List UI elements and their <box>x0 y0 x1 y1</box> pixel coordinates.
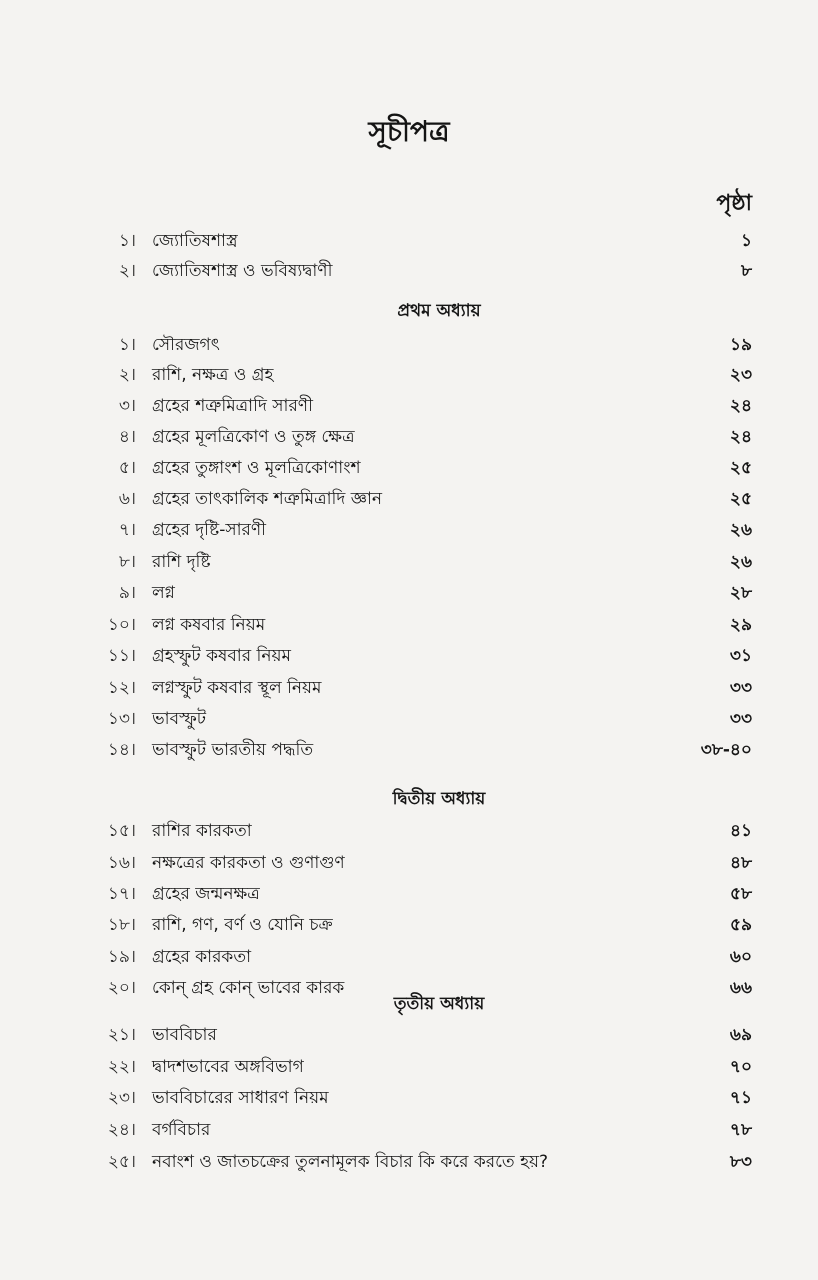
entry-page-number: ৬০ <box>729 947 752 967</box>
entry-page-number: ৭০ <box>729 1057 752 1077</box>
entry-title: গ্রহের মূলত্রিকোণ ও তুঙ্গ ক্ষেত্র <box>152 427 355 447</box>
entry-number: ১০। <box>107 615 136 635</box>
toc-entry <box>0 850 818 880</box>
entry-number: ১২। <box>107 678 136 698</box>
toc-entry <box>0 332 818 362</box>
entry-number: ২০। <box>107 978 136 998</box>
entry-page-number: ৫৯ <box>729 915 752 935</box>
entry-page-number: ১৯ <box>729 335 752 355</box>
entry-title: গ্রহের তুঙ্গাংশ ও মূলত্রিকোণাংশ <box>152 458 361 478</box>
toc-entry <box>0 517 818 547</box>
toc-entry <box>0 362 818 392</box>
chapter-heading-text: দ্বিতীয় অধ্যায় <box>392 789 486 809</box>
chapter-heading-text: তৃতীয় অধ্যায় <box>393 994 485 1014</box>
toc-entry <box>0 1085 818 1115</box>
entry-title: গ্রহস্ফুট কষবার নিয়ম <box>152 646 291 666</box>
entry-page-number: ৮৩ <box>729 1152 752 1172</box>
entry-page-number: ৩১ <box>729 646 752 666</box>
entry-title: লগ্ন <box>152 583 175 603</box>
entry-page-number: ৪৮ <box>729 853 752 873</box>
toc-entry <box>0 643 818 673</box>
entry-number: ২১। <box>107 1025 136 1045</box>
toc-entry <box>0 818 818 848</box>
entry-number: ৫। <box>118 458 136 478</box>
entry-number: ৭। <box>118 520 136 540</box>
entry-page-number: ২৪ <box>729 396 752 416</box>
entry-page-number: ৩৩ <box>729 709 752 729</box>
entry-title: জ্যোতিষশাস্ত্র ও ভবিষ্যদ্বাণী <box>152 261 333 281</box>
entry-number: ১৯। <box>107 947 136 967</box>
page-title: সূচীপত্র <box>368 115 450 148</box>
entry-title: লগ্ন কষবার নিয়ম <box>152 615 266 635</box>
toc-entry <box>0 1117 818 1147</box>
entry-number: ২৩। <box>107 1088 136 1108</box>
entry-page-number: ২৯ <box>729 615 752 635</box>
entry-title: রাশি, নক্ষত্র ও গ্রহ <box>152 365 274 385</box>
entry-title: দ্বাদশভাবের অঙ্গবিভাগ <box>152 1057 304 1077</box>
entry-number: ২২। <box>107 1057 136 1077</box>
toc-entry <box>0 549 818 579</box>
entry-number: ১৩। <box>107 709 136 729</box>
entry-title: জ্যোতিষশাস্ত্র <box>152 231 238 251</box>
entry-title: কোন্ গ্রহ কোন্ ভাবের কারক <box>152 978 345 998</box>
entry-title: নবাংশ ও জাতচক্রের তুলনামূলক বিচার কি করে করতে হয়? <box>152 1152 549 1172</box>
chapter-heading <box>0 991 818 1019</box>
toc-entry <box>0 737 818 767</box>
entry-title: ভাববিচার <box>152 1025 217 1045</box>
toc-entry <box>0 1054 818 1084</box>
entry-title: নক্ষত্রের কারকতা ও গুণাগুণ <box>152 853 345 873</box>
entry-number: ১৭। <box>107 884 136 904</box>
entry-page-number: ৭৮ <box>729 1120 752 1140</box>
entry-number: ২। <box>118 261 136 281</box>
toc-entry <box>0 912 818 942</box>
entry-page-number: ৮ <box>740 261 752 281</box>
entry-title: রাশির কারকতা <box>152 821 252 841</box>
toc-entry <box>0 580 818 610</box>
page-column-header: পৃষ্ঠা <box>716 191 752 216</box>
entry-number: ১। <box>118 335 136 355</box>
toc-entry <box>0 944 818 974</box>
entry-title: গ্রহের দৃষ্টি-সারণী <box>152 520 267 540</box>
toc-entry <box>0 424 818 454</box>
entry-number: ১৮। <box>107 915 136 935</box>
entry-title: ভাববিচারের সাধারণ নিয়ম <box>152 1088 329 1108</box>
toc-entry <box>0 455 818 485</box>
entry-page-number: ৩৮-৪০ <box>700 740 752 760</box>
entry-title: বর্গবিচার <box>152 1120 211 1140</box>
toc-entry <box>0 228 818 258</box>
entry-page-number: ২৩ <box>729 365 752 385</box>
entry-number: ১৬। <box>107 853 136 873</box>
entry-page-number: ২৮ <box>729 583 752 603</box>
entry-page-number: ২৬ <box>729 520 752 540</box>
entry-number: ৮। <box>118 552 136 572</box>
entry-title: রাশি, গণ, বর্ণ ও যোনি চক্র <box>152 915 333 935</box>
entry-title: রাশি দৃষ্টি <box>152 552 211 572</box>
entry-title: সৌরজগৎ <box>152 335 220 355</box>
entry-number: ১৫। <box>107 821 136 841</box>
entry-page-number: ৬৬ <box>729 978 752 998</box>
entry-number: ৬। <box>118 489 136 509</box>
entry-number: ২৫। <box>107 1152 136 1172</box>
entry-page-number: ২৫ <box>729 458 752 478</box>
entry-number: ১১। <box>107 646 136 666</box>
entry-number: ২৪। <box>107 1120 136 1140</box>
entry-title: গ্রহের জন্মনক্ষত্র <box>152 884 260 904</box>
entry-page-number: ১ <box>740 231 752 251</box>
entry-title: লগ্নস্ফুট কষবার স্থূল নিয়ম <box>152 678 322 698</box>
toc-entry <box>0 393 818 423</box>
entry-number: ৯। <box>118 583 136 603</box>
toc-entry <box>0 1022 818 1052</box>
chapter-heading <box>0 298 818 326</box>
toc-entry <box>0 1149 818 1179</box>
toc-entry <box>0 881 818 911</box>
entry-page-number: ২৪ <box>729 427 752 447</box>
entry-page-number: ২৬ <box>729 552 752 572</box>
toc-entry <box>0 612 818 642</box>
entry-title: গ্রহের তাৎকালিক শত্রুমিত্রাদি জ্ঞান <box>152 489 383 509</box>
entry-page-number: ৫৮ <box>729 884 752 904</box>
entry-title: ভাবস্ফুট <box>152 709 207 729</box>
toc-entry <box>0 486 818 516</box>
entry-page-number: ৪১ <box>729 821 752 841</box>
entry-title: গ্রহের শত্রুমিত্রাদি সারণী <box>152 396 313 416</box>
entry-number: ১। <box>118 231 136 251</box>
entry-title: ভাবস্ফুট ভারতীয় পদ্ধতি <box>152 740 314 760</box>
entry-number: ৪। <box>118 427 136 447</box>
entry-page-number: ৬৯ <box>729 1025 752 1045</box>
entry-page-number: ৭১ <box>729 1088 752 1108</box>
toc-entry <box>0 675 818 705</box>
entry-number: ১৪। <box>107 740 136 760</box>
chapter-heading-text: প্রথম অধ্যায় <box>397 301 481 321</box>
toc-entry <box>0 706 818 736</box>
entry-number: ৩। <box>118 396 136 416</box>
entry-title: গ্রহের কারকতা <box>152 947 252 967</box>
entry-number: ২। <box>118 365 136 385</box>
entry-page-number: ২৫ <box>729 489 752 509</box>
chapter-heading <box>0 786 818 814</box>
entry-page-number: ৩৩ <box>729 678 752 698</box>
toc-entry <box>0 258 818 288</box>
